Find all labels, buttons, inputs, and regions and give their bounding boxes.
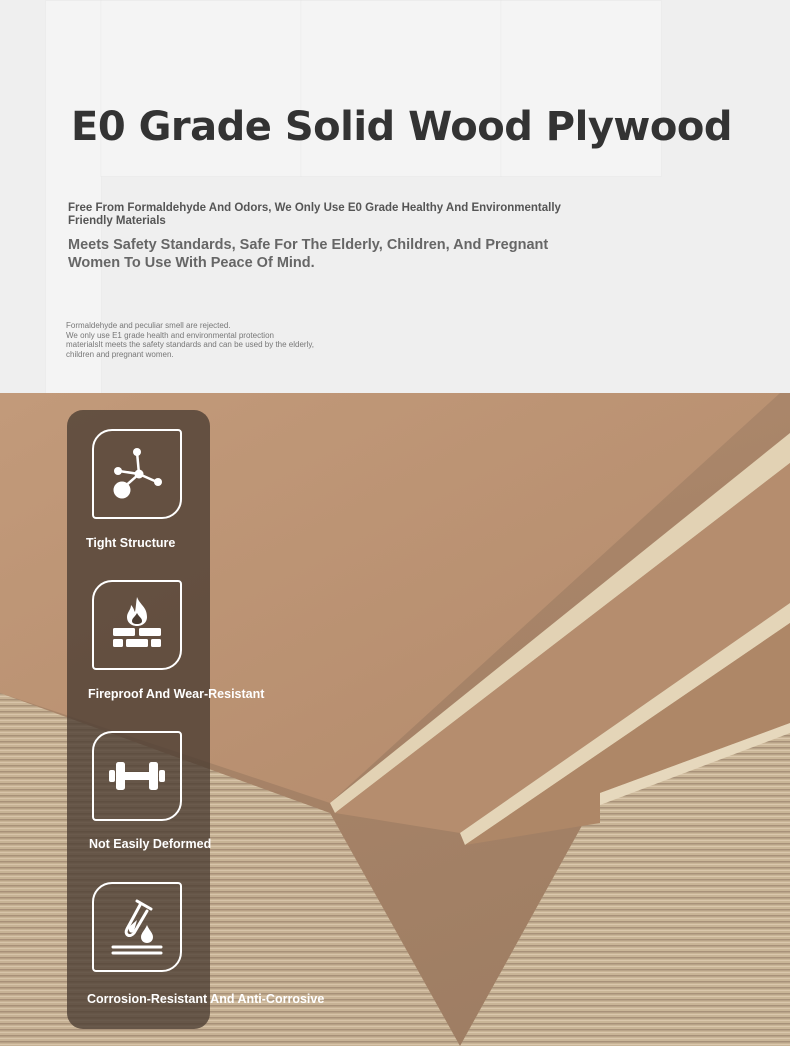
- background-decoration: [300, 0, 502, 177]
- background-decoration: [500, 0, 662, 177]
- feature-icon-box: [92, 731, 182, 821]
- feature-icon-box: [92, 580, 182, 670]
- feature-icon-box: [92, 882, 182, 972]
- fine-print-line: children and pregnant women.: [66, 350, 174, 360]
- fine-print-line: We only use E1 grade health and environmental protection: [66, 330, 274, 340]
- subtitle-primary: Free From Formaldehyde And Odors, We Only Use E0 Grade Healthy And Environmentally Friendly Materials: [68, 202, 561, 227]
- background-decoration: [100, 0, 302, 177]
- fine-print: [66, 321, 366, 360]
- feature-label: Tight Structure: [86, 536, 176, 550]
- molecule-icon: [107, 444, 167, 504]
- fire-brick-icon: [107, 595, 167, 655]
- feature-label: Fireproof And Wear-Resistant: [88, 687, 265, 701]
- feature-icon-box: [92, 429, 182, 519]
- subtitle-secondary: Meets Safety Standards, Safe For The Elderly, Children, And Pregnant Women To Use With Peace Of Mind.: [68, 237, 549, 271]
- feature-label: Corrosion-Resistant And Anti-Corrosive: [87, 992, 325, 1006]
- feature-label: Not Easily Deformed: [89, 837, 212, 851]
- flask-drop-icon: [107, 897, 167, 957]
- dumbbell-icon: [107, 746, 167, 806]
- fine-print-line: Formaldehyde and peculiar smell are rejected.: [66, 321, 231, 330]
- page-title: E0 Grade Solid Wood Plywood: [71, 104, 732, 150]
- fine-print-line: materialsIt meets the safety standards and can be used by the elderly,: [66, 340, 314, 350]
- header-section: [0, 0, 790, 393]
